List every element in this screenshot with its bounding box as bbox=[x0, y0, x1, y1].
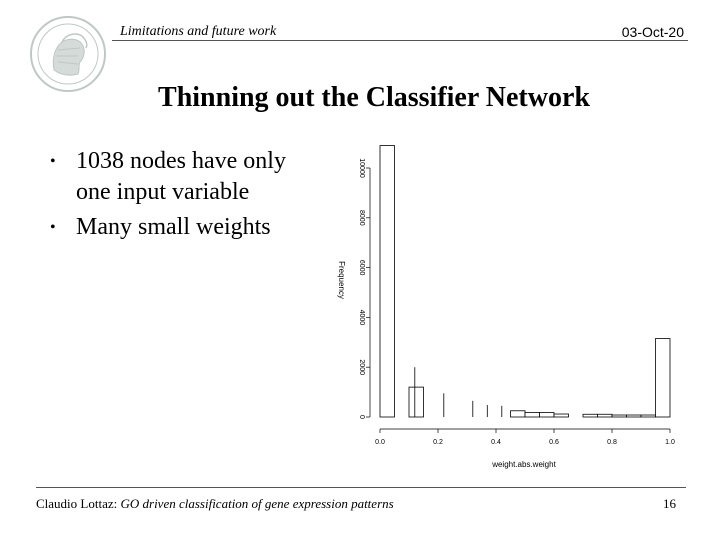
header-rule bbox=[112, 40, 688, 41]
y-tick-label: 6000 bbox=[358, 259, 365, 276]
histogram-bar bbox=[598, 414, 613, 417]
histogram-chart bbox=[328, 130, 698, 475]
x-tick-label: 0.4 bbox=[491, 439, 501, 446]
bullet-text-line1: Many small weights bbox=[76, 214, 271, 240]
slide-date: 03-Oct-20 bbox=[621, 24, 684, 40]
bullet-text-line1: 1038 nodes have only bbox=[76, 148, 286, 174]
footer-author: Claudio Lottaz: bbox=[36, 496, 118, 511]
x-tick-label: 0.8 bbox=[607, 439, 617, 446]
histogram-svg bbox=[328, 130, 698, 475]
histogram-bar bbox=[627, 415, 642, 417]
y-tick-label: 0 bbox=[358, 415, 365, 419]
x-axis bbox=[375, 429, 675, 446]
section-title: Limitations and future work bbox=[120, 24, 277, 39]
spikes-layer bbox=[415, 367, 502, 417]
bullet-text-line2: one input variable bbox=[76, 179, 250, 205]
page-number: 16 bbox=[663, 496, 676, 511]
x-tick-label: 0.0 bbox=[375, 439, 385, 446]
footer-rule bbox=[36, 487, 686, 488]
footer-talk-title: GO driven classification of gene expression patterns bbox=[120, 496, 394, 511]
x-tick-label: 0.2 bbox=[433, 439, 443, 446]
histogram-bar bbox=[554, 414, 569, 417]
bullet-item bbox=[28, 212, 338, 243]
y-tick-label: 8000 bbox=[358, 210, 365, 226]
histogram-bar bbox=[612, 415, 627, 417]
x-tick-label: 1.0 bbox=[665, 439, 675, 446]
bullet-dot-icon: • bbox=[50, 219, 56, 236]
y-tick-label: 4000 bbox=[358, 309, 365, 326]
x-axis-label: weight.abs.weight bbox=[492, 460, 556, 469]
y-axis bbox=[358, 158, 370, 419]
histogram-bar bbox=[511, 411, 526, 417]
bars-layer bbox=[380, 146, 670, 417]
y-tick-label: 2000 bbox=[358, 359, 365, 375]
footer-citation bbox=[36, 496, 394, 512]
y-axis-label: Frequency bbox=[337, 261, 346, 299]
x-tick-label: 0.6 bbox=[549, 439, 559, 446]
histogram-bar bbox=[641, 415, 656, 417]
bullet-item bbox=[28, 146, 338, 208]
histogram-bar bbox=[409, 387, 424, 417]
histogram-bar bbox=[525, 413, 540, 417]
slide-title: Thinning out the Classifier Network bbox=[158, 82, 590, 113]
bullet-list bbox=[28, 146, 338, 247]
histogram-bar bbox=[656, 339, 671, 417]
histogram-bar bbox=[540, 413, 555, 417]
histogram-bar bbox=[380, 146, 395, 417]
histogram-bar bbox=[583, 414, 598, 417]
bullet-dot-icon: • bbox=[50, 153, 56, 170]
y-tick-label: 10000 bbox=[358, 158, 365, 178]
